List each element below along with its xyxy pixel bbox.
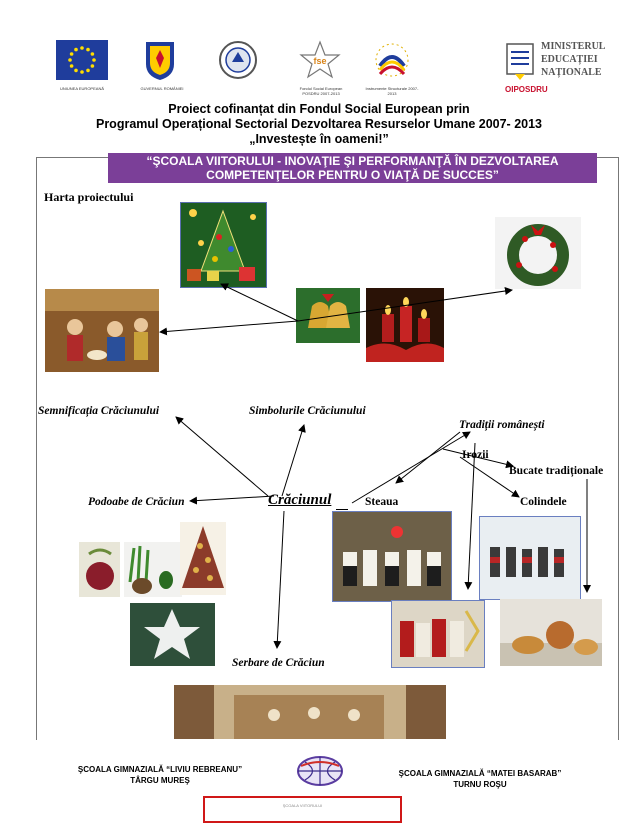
- label-semnificatia: Semnificația Crăciunului: [38, 405, 160, 417]
- school-of-future-logo: [295, 754, 345, 788]
- header-line-3: „Investește în oameni!”: [249, 132, 389, 146]
- footer-left-city: TÂRGU MUREŞ: [130, 776, 190, 785]
- oiposdru-label: OIPOSDRU: [505, 85, 548, 94]
- label-irozii: Irozii: [462, 449, 489, 461]
- label-craciunul: Crăciunul: [268, 492, 332, 508]
- label-traditii: Tradiții românești: [459, 419, 545, 431]
- map-title: Harta proiectului: [44, 190, 134, 204]
- government-caption: GUVERNUL ROMÂNIEI: [140, 86, 184, 91]
- project-title-banner: “ŞCOALA VIITORULUI - INOVAŢIE ŞI PERFORMANŢĂ ÎN DEZVOLTAREA COMPETENŢELOR PENTRU O VIAŢĂ DE SUCCES”: [108, 153, 597, 183]
- footer-left-school-name: ŞCOALA GIMNAZIALĂ “LIVIU REBREANU”: [77, 765, 243, 774]
- eu-caption: UNIUNEA EUROPEANĂ: [59, 86, 104, 91]
- label-simbolurile: Simbolurile Crăciunului: [249, 405, 366, 417]
- label-colindele: Colindele: [520, 496, 567, 508]
- label-bucate: Bucate tradiționale: [509, 465, 604, 477]
- header-line-2: Programul Operațional Sectorial Dezvoltarea Resurselor Umane 2007- 2013: [95, 117, 543, 131]
- footer-red-box: [203, 796, 402, 823]
- structural-instruments-caption: Instrumente Structurale 2007-2013: [365, 86, 419, 96]
- craciunul-underline-extension: [336, 509, 348, 510]
- label-steaua: Steaua: [365, 496, 399, 508]
- svg-text:fse: fse: [313, 56, 327, 66]
- footer-right-school-name: ŞCOALA GIMNAZIALĂ “MATEI BASARAB”: [398, 769, 562, 778]
- header-line-1: Proiect cofinanțat din Fondul Social European prin: [168, 102, 470, 116]
- footer-box-caption: ŞCOALA VIITORULUI: [282, 803, 323, 808]
- footer-right-city: TURNU ROŞU: [453, 780, 507, 789]
- footer-left-school: [60, 764, 260, 786]
- footer-right-school: [382, 768, 578, 790]
- label-podoabe: Podoabe de Crăciun: [88, 496, 185, 508]
- fse-caption: Fondul Social European POSDRU 2007-2013: [299, 86, 343, 96]
- globe-logo-icon: [295, 754, 345, 788]
- ministry-name: MINISTERUL EDUCAȚIEI NAȚIONALE: [541, 41, 605, 78]
- label-serbare: Serbare de Crăciun: [232, 657, 325, 669]
